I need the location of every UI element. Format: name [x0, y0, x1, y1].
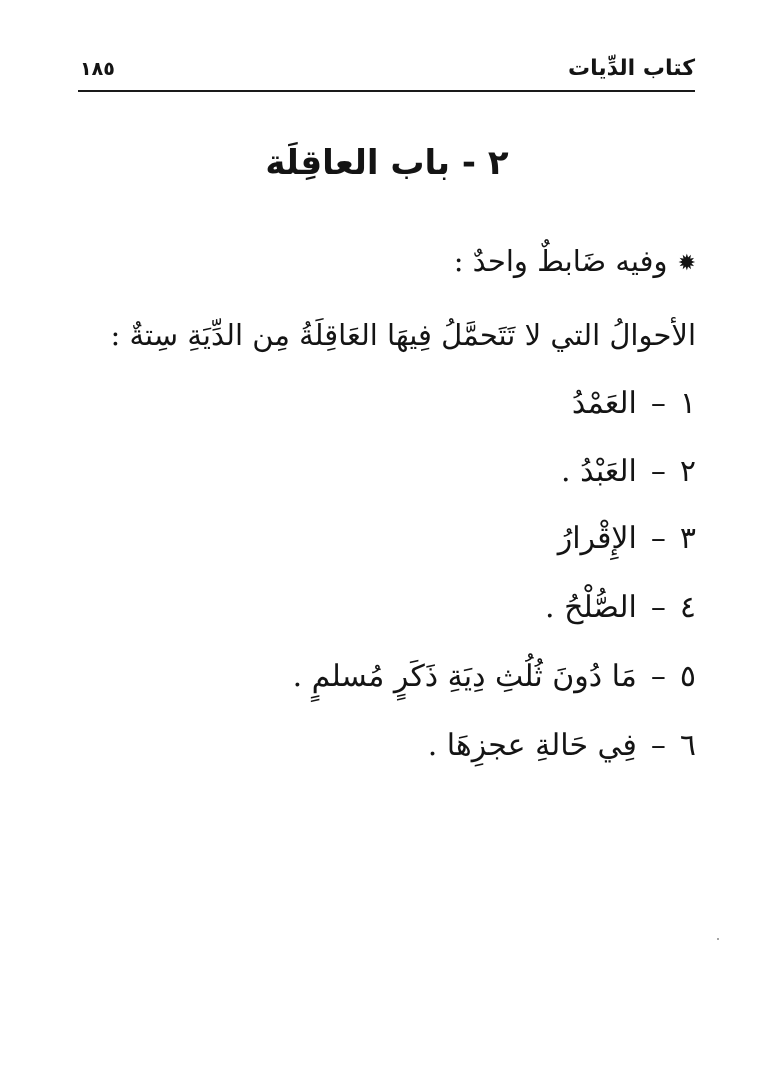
item-dash: – — [650, 386, 666, 421]
list-item — [572, 386, 696, 421]
scan-speck — [717, 938, 719, 940]
list-item — [428, 728, 696, 763]
item-number: ٣ — [679, 521, 696, 556]
bullet-star-icon: ✹ — [677, 250, 696, 276]
item-number: ١ — [679, 386, 696, 421]
item-dash: – — [650, 590, 666, 625]
item-dash: – — [650, 659, 666, 694]
item-text: مَا دُونَ ثُلُثِ دِيَةِ ذَكَرٍ مُسلمٍ . — [292, 659, 637, 694]
item-dash: – — [650, 521, 666, 556]
list-item — [558, 521, 696, 556]
list-item — [293, 659, 696, 694]
rule-text: وفيه ضَابطٌ واحدٌ : — [453, 244, 668, 278]
item-number: ٤ — [679, 590, 696, 625]
item-text: العَمْدُ — [571, 386, 637, 421]
item-dash: – — [650, 728, 666, 763]
item-text: الصُّلْحُ . — [545, 590, 637, 625]
chapter-heading: ٢ - باب العاقِلَة — [265, 143, 509, 183]
page-number: ١٨٥ — [80, 58, 115, 80]
item-number: ٦ — [679, 728, 696, 763]
rule-statement — [454, 244, 696, 278]
list-item — [545, 590, 696, 625]
item-text: الإِقْرارُ — [557, 521, 637, 556]
list-item — [561, 454, 696, 489]
item-dash: – — [650, 454, 666, 489]
item-number: ٥ — [679, 659, 696, 694]
item-number: ٢ — [679, 454, 696, 489]
item-text: العَبْدُ . — [561, 454, 637, 489]
intro-paragraph: الأحوالُ التي لا تَتَحمَّلُ فِيهَا العَاقِلَةُ مِن الدِّيَةِ سِتةٌ : — [110, 318, 696, 352]
item-text: فِي حَالةِ عجزِهَا . — [427, 728, 637, 763]
running-title: كتاب الدِّيات — [568, 56, 695, 81]
page-header — [78, 50, 695, 92]
